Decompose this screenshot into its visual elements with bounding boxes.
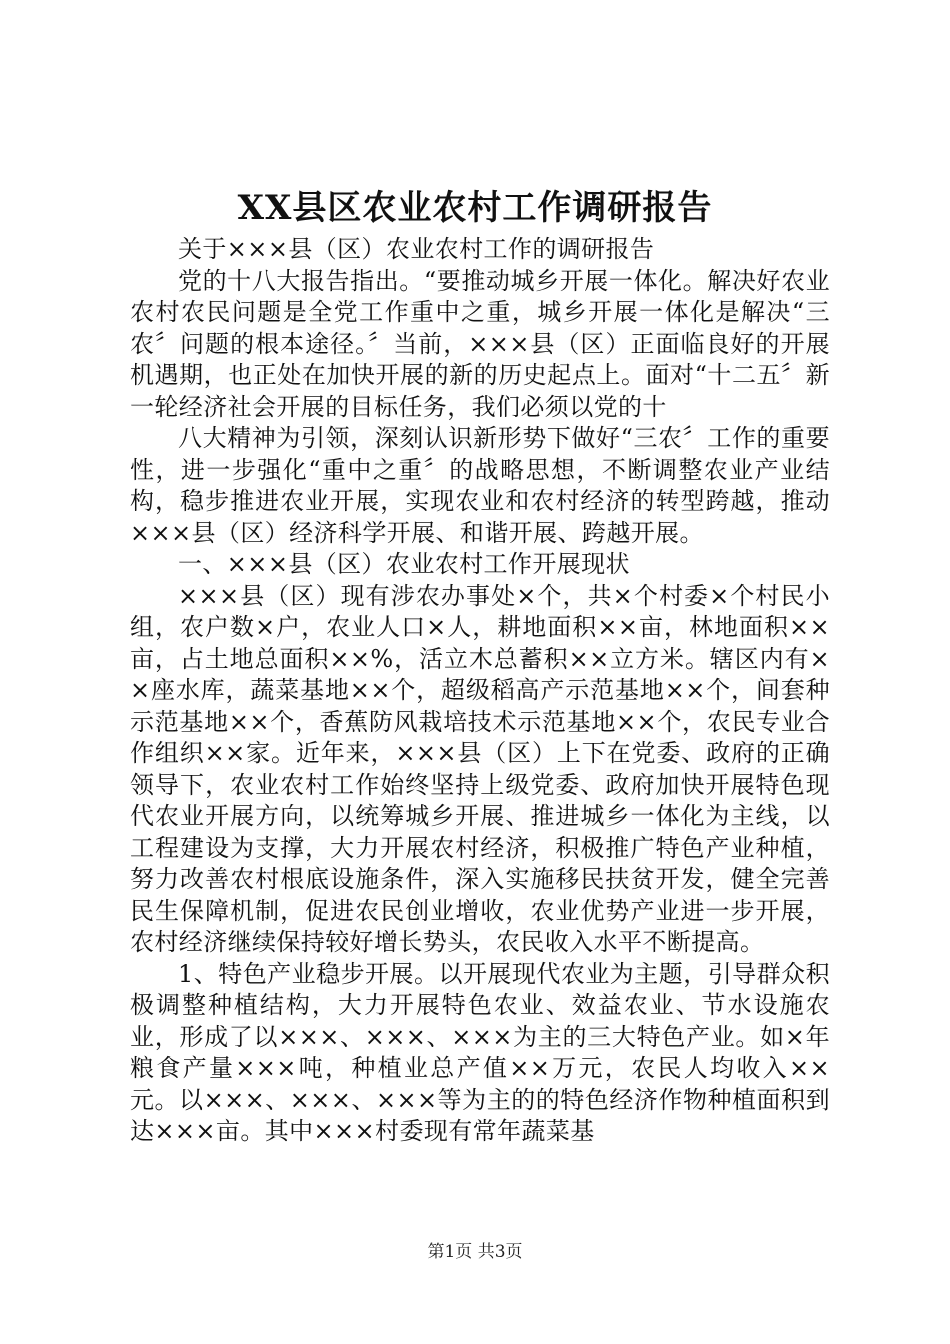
paragraph-specialty-industry: 1、特色产业稳步开展。以开展现代农业为主题，引导群众积极调整种植结构，大力开展特色农业、效益农业、节水设施农业，形成了以×××、×××、×××为主的三大特色产业。如×年粮食产量×××吨，种植业总产值××万元，农民人均收入××元。以×××、×××、×××等为主的的特色经济作物种植面积到达×××亩。其中×××村委现有常年蔬菜基	[130, 959, 830, 1145]
section-heading-status: 一、×××县（区）农业农村工作开展现状	[178, 550, 630, 578]
document-body	[130, 234, 830, 1148]
page-number-footer: 第1页 共3页	[427, 1242, 523, 1262]
paragraph-intro: 党的十八大报告指出。“要推动城乡开展一体化。解决好农业农村农民问题是全党工作重中之重，城乡开展一体化是解决“三农〞问题的根本途径。〞当前，×××县（区）正面临良好的开展机遇期，也正处在加快开展的新的历史起点上。面对“十二五〞新一轮经济社会开展的目标任务，我们必须以党的十	[130, 266, 830, 421]
paragraph-subtitle: 关于×××县（区）农业农村工作的调研报告	[178, 235, 655, 263]
paragraph-status: ×××县（区）现有涉农办事处×个，共×个村委×个村民小组，农户数×户，农业人口×人，耕地面积××亩，林地面积××亩，占土地总面积××%，活立木总蓄积××立方米。辖区内有××座水库，蔬菜基地××个，超级稻高产示范基地××个，间套种示范基地××个，香蕉防风栽培技术示范基地××个，农民专业合作组织××家。近年来，×××县（区）上下在党委、政府的正确领导下，农业农村工作始终坚持上级党委、政府加快开展特色现代农业开展方向，以统筹城乡开展、推进城乡一体化为主线，以工程建设为支撑，大力开展农村经济，积极推广特色产业种植，努力改善农村根底设施条件，深入实施移民扶贫开发，健全完善民生保障机制，促进农民创业增收，农业优势产业进一步开展，农村经济继续保持较好增长势头，农民收入水平不断提高。	[130, 581, 830, 956]
paragraph-guidance: 八大精神为引领，深刻认识新形势下做好“三农〞工作的重要性，进一步强化“重中之重〞的战略思想，不断调整农业产业结构，稳步推进农业开展，实现农业和农村经济的转型跨越，推动×××县（区）经济科学开展、和谐开展、跨越开展。	[130, 424, 830, 547]
document-title: XX县区农业农村工作调研报告	[237, 188, 713, 228]
